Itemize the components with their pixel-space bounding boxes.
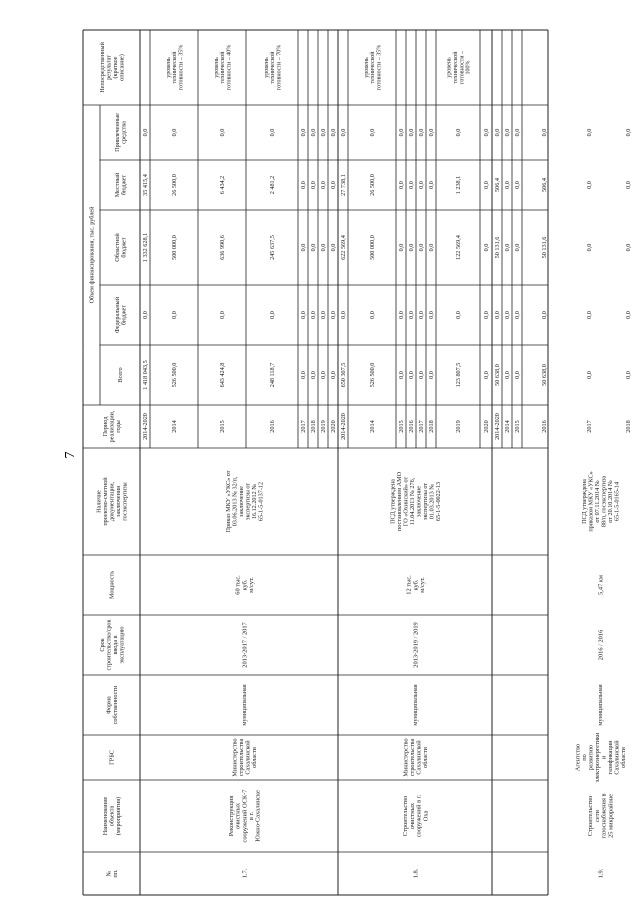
cell-attracted: 0,0 bbox=[310, 128, 318, 137]
cell-regional: 0,0 bbox=[330, 243, 338, 252]
cell-federal: 0,0 bbox=[408, 311, 416, 319]
cell-local: 6 434,2 bbox=[219, 175, 227, 195]
cell-regional: 0,0 bbox=[504, 243, 512, 252]
cell-period: 2020 bbox=[483, 420, 491, 433]
cell-local: 0,0 bbox=[625, 181, 633, 189]
cell-period: 2014-2020 bbox=[494, 413, 502, 440]
cell-federal: 0,0 bbox=[418, 311, 426, 319]
object-capacity: 12 тыс.куб.м/сут. bbox=[405, 575, 426, 595]
object-grbs: АгентствопоразвитиюэлектроэнергетикиигазификацииСахалинскойобласти bbox=[574, 732, 627, 783]
cell-period: 2014-2020 bbox=[340, 413, 348, 440]
header-result: Непосредственныйрезультат(краткоеописание) bbox=[98, 42, 126, 93]
cell-regional: 622 569,4 bbox=[340, 235, 348, 260]
cell-regional: 50 131,6 bbox=[541, 236, 549, 259]
cell-result: уровеньтехническойготовности – 70% bbox=[263, 44, 283, 91]
cell-federal: 0,0 bbox=[369, 311, 377, 319]
object-psd: ПСД утвержденаприказом МКУ «УКС»от 07.11.2014 №88/п, госэкспертизаот 20.10.2014 №65-1-5-0165-14 bbox=[580, 471, 621, 532]
cell-total: 0,0 bbox=[330, 371, 338, 379]
cell-regional: 0,0 bbox=[408, 243, 416, 252]
summary-regional: 1 332 628,1 bbox=[142, 232, 150, 263]
cell-total: 0,0 bbox=[320, 371, 328, 379]
cell-result: уровеньтехническойготовности – 40% bbox=[213, 44, 233, 91]
cell-regional: 636 990,6 bbox=[219, 235, 227, 260]
summary-federal: 0,0 bbox=[142, 311, 150, 319]
cell-attracted: 0,0 bbox=[541, 128, 549, 137]
object-name: Реконструкцияочистныхсооружений ОСК-7в г.Южно-Сахалинске bbox=[227, 789, 262, 843]
cell-attracted: 0,0 bbox=[418, 128, 426, 137]
cell-result: уровеньтехническойготовности – 35% bbox=[165, 44, 185, 91]
cell-local: 0,0 bbox=[408, 181, 416, 189]
header-attracted: Привлеченныесредства bbox=[113, 113, 128, 152]
cell-federal: 0,0 bbox=[494, 311, 502, 319]
cell-attracted: 0,0 bbox=[494, 128, 502, 137]
cell-attracted: 0,0 bbox=[514, 128, 522, 137]
cell-total: 526 500,0 bbox=[369, 362, 377, 388]
cell-regional: 0,0 bbox=[625, 243, 633, 252]
cell-period: 2016 bbox=[541, 420, 549, 433]
cell-attracted: 0,0 bbox=[586, 128, 594, 137]
cell-federal: 0,0 bbox=[219, 311, 227, 319]
rule-mask bbox=[84, 159, 100, 161]
cell-local: 0,0 bbox=[320, 181, 328, 189]
cell-period: 2016 bbox=[269, 420, 277, 433]
cell-total: 248 118,7 bbox=[269, 362, 277, 388]
cell-attracted: 0,0 bbox=[300, 128, 308, 137]
cell-regional: 122 569,4 bbox=[455, 235, 463, 260]
object-ownership: муниципальная bbox=[597, 684, 605, 726]
cell-regional: 0,0 bbox=[398, 243, 406, 252]
cell-local: 0,0 bbox=[398, 181, 406, 189]
cell-period: 2014 bbox=[504, 420, 512, 433]
object-psd: ПСД утвержденапостановлением АМОГО «Охинский» от11.04.2013 № 276,заключениеэкспертизы от01.03.2013 №65-1-5-0022-13 bbox=[389, 471, 442, 532]
cell-local: 2 481,2 bbox=[269, 175, 277, 195]
cell-federal: 0,0 bbox=[330, 311, 338, 319]
cell-period: 2018 bbox=[625, 420, 633, 433]
header-name: Наименованиеобъекта(мероприятия) bbox=[102, 796, 123, 836]
cell-total: 0,0 bbox=[504, 371, 512, 379]
cell-local: 1 238,1 bbox=[455, 175, 463, 195]
cell-total: 50 638,0 bbox=[494, 364, 502, 386]
object-term: 2016 / 2016 bbox=[597, 629, 605, 661]
header-local: Местныйбюджет bbox=[113, 172, 128, 198]
cell-total: 650 307,5 bbox=[340, 362, 348, 388]
object-capacity: 5,47 км bbox=[597, 575, 605, 595]
cell-attracted: 0,0 bbox=[320, 128, 328, 137]
cell-regional: 0,0 bbox=[418, 243, 426, 252]
object-grbs: МинистерствостроительстваСахалинскойобласти bbox=[231, 738, 258, 777]
cell-regional: 0,0 bbox=[310, 243, 318, 252]
header-num: №пп. bbox=[105, 869, 119, 878]
cell-total: 0,0 bbox=[300, 371, 308, 379]
cell-attracted: 0,0 bbox=[171, 128, 179, 137]
cell-attracted: 0,0 bbox=[398, 128, 406, 137]
cell-federal: 0,0 bbox=[269, 311, 277, 319]
object-psd: Приказ МКУ «УКС» от03.06.2013 № 32/п,заключениеэкспертизы от16.12.2012 №65-1-5-0137-12 bbox=[224, 470, 265, 533]
cell-local: 27 738,1 bbox=[340, 174, 348, 196]
object-grbs: МинистерствостроительстваСахалинскойобласти bbox=[402, 738, 429, 777]
cell-attracted: 0,0 bbox=[340, 128, 348, 137]
cell-local: 0,0 bbox=[514, 181, 522, 189]
object-name: Строительствоочистныхсооружений в г.Оха bbox=[402, 794, 430, 838]
cell-total: 0,0 bbox=[625, 371, 633, 379]
cell-regional: 0,0 bbox=[483, 243, 491, 252]
header-psd: Наличиепроектно-сметнойдокументации,заключениягосэкспертизы bbox=[95, 477, 129, 526]
rule-mask bbox=[84, 344, 100, 346]
cell-total: 526 500,0 bbox=[171, 362, 179, 388]
cell-attracted: 0,0 bbox=[369, 128, 377, 137]
object-number: 1.8. bbox=[412, 868, 420, 879]
cell-regional: 245 637,5 bbox=[269, 235, 277, 260]
cell-period: 2019 bbox=[320, 420, 328, 433]
header-regional: Областнойбюджет bbox=[113, 233, 128, 262]
object-name: Строительствосетигазоснабжения в25 микрорайоне bbox=[587, 793, 615, 839]
cell-federal: 0,0 bbox=[455, 311, 463, 319]
cell-federal: 0,0 bbox=[428, 311, 436, 319]
cell-federal: 0,0 bbox=[541, 311, 549, 319]
cell-local: 0,0 bbox=[428, 181, 436, 189]
cell-regional: 0,0 bbox=[514, 243, 522, 252]
cell-total: 0,0 bbox=[483, 371, 491, 379]
cell-period: 2015 bbox=[398, 420, 406, 433]
cell-regional: 0,0 bbox=[300, 243, 308, 252]
header-period: Периодреализации,годы bbox=[102, 410, 123, 443]
cell-attracted: 0,0 bbox=[408, 128, 416, 137]
object-term: 2013-2017 / 2017 bbox=[241, 622, 249, 668]
cell-period: 2020 bbox=[330, 420, 338, 433]
cell-total: 643 424,8 bbox=[219, 362, 227, 388]
cell-total: 0,0 bbox=[514, 371, 522, 379]
cell-local: 0,0 bbox=[586, 181, 594, 189]
cell-total: 0,0 bbox=[398, 371, 406, 379]
cell-local: 0,0 bbox=[418, 181, 426, 189]
cell-attracted: 0,0 bbox=[269, 128, 277, 137]
cell-total: 0,0 bbox=[586, 371, 594, 379]
header-federal: Федеральныйбюджет bbox=[113, 296, 128, 334]
cell-federal: 0,0 bbox=[586, 311, 594, 319]
cell-federal: 0,0 bbox=[340, 311, 348, 319]
cell-regional: 50 131,6 bbox=[494, 236, 502, 259]
object-ownership: муниципальная bbox=[412, 684, 420, 726]
cell-attracted: 0,0 bbox=[625, 128, 633, 137]
cell-total: 0,0 bbox=[408, 371, 416, 379]
cell-local: 0,0 bbox=[330, 181, 338, 189]
cell-local: 26 500,0 bbox=[171, 174, 179, 196]
object-number: 1.9. bbox=[597, 868, 605, 879]
cell-total: 50 638,0 bbox=[541, 364, 549, 386]
object-term: 2013-2019 / 2019 bbox=[412, 622, 420, 668]
object-ownership: муниципальная bbox=[241, 684, 249, 726]
cell-period: 2016 bbox=[408, 420, 416, 433]
cell-local: 26 500,0 bbox=[369, 174, 377, 196]
cell-local: 0,0 bbox=[504, 181, 512, 189]
summary-total: 1 418 043,5 bbox=[142, 360, 150, 390]
cell-period: 2014 bbox=[171, 420, 179, 433]
cell-attracted: 0,0 bbox=[428, 128, 436, 137]
cell-result: уровеньтехническойготовности –100% bbox=[446, 51, 472, 84]
header-capacity: Мощность bbox=[108, 570, 116, 600]
cell-period: 2017 bbox=[418, 420, 426, 433]
page-number: 7 bbox=[63, 451, 78, 459]
cell-regional: 500 000,0 bbox=[171, 235, 179, 260]
cell-federal: 0,0 bbox=[514, 311, 522, 319]
cell-total: 0,0 bbox=[418, 371, 426, 379]
header-funding-group: Объем финансирования, тыс. рублей bbox=[88, 206, 96, 304]
cell-federal: 0,0 bbox=[483, 311, 491, 319]
cell-attracted: 0,0 bbox=[504, 128, 512, 137]
object-number: 1.7. bbox=[241, 868, 249, 879]
cell-period: 2014 bbox=[369, 420, 377, 433]
cell-local: 0,0 bbox=[300, 181, 308, 189]
cell-regional: 0,0 bbox=[586, 243, 594, 252]
summary-attracted: 0,0 bbox=[142, 128, 150, 137]
cell-federal: 0,0 bbox=[625, 311, 633, 319]
cell-regional: 0,0 bbox=[428, 243, 436, 252]
cell-result: уровеньтехническойготовности – 35% bbox=[363, 44, 383, 91]
cell-federal: 0,0 bbox=[504, 311, 512, 319]
cell-period: 2015 bbox=[219, 420, 227, 433]
cell-period: 2018 bbox=[310, 420, 318, 433]
header-ownership: Формасобственности bbox=[105, 685, 119, 725]
cell-federal: 0,0 bbox=[398, 311, 406, 319]
object-capacity: 60 тыс.куб.м/сут. bbox=[234, 575, 255, 595]
cell-period: 2015 bbox=[514, 420, 522, 433]
header-total: Всего bbox=[117, 367, 125, 383]
summary-period: 2014-2020 bbox=[142, 413, 150, 440]
cell-federal: 0,0 bbox=[300, 311, 308, 319]
cell-total: 0,0 bbox=[310, 371, 318, 379]
cell-local: 506,4 bbox=[494, 178, 502, 192]
header-term: Срокстроительства/срокввода вэксплуатацию bbox=[98, 619, 126, 671]
cell-regional: 500 000,0 bbox=[369, 235, 377, 260]
cell-local: 506,4 bbox=[541, 178, 549, 192]
cell-regional: 0,0 bbox=[320, 243, 328, 252]
cell-total: 123 807,5 bbox=[455, 362, 463, 388]
cell-federal: 0,0 bbox=[310, 311, 318, 319]
cell-local: 0,0 bbox=[483, 181, 491, 189]
cell-total: 0,0 bbox=[428, 371, 436, 379]
summary-local: 35 415,4 bbox=[142, 174, 150, 196]
cell-attracted: 0,0 bbox=[219, 128, 227, 137]
cell-period: 2019 bbox=[455, 420, 463, 433]
cell-federal: 0,0 bbox=[171, 311, 179, 319]
cell-period: 2017 bbox=[586, 420, 594, 433]
cell-period: 2017 bbox=[300, 420, 308, 433]
cell-attracted: 0,0 bbox=[483, 128, 491, 137]
cell-attracted: 0,0 bbox=[330, 128, 338, 137]
cell-period: 2018 bbox=[428, 420, 436, 433]
cell-federal: 0,0 bbox=[320, 311, 328, 319]
cell-attracted: 0,0 bbox=[455, 128, 463, 137]
cell-local: 0,0 bbox=[310, 181, 318, 189]
header-grbs: ГРБС bbox=[108, 750, 116, 765]
